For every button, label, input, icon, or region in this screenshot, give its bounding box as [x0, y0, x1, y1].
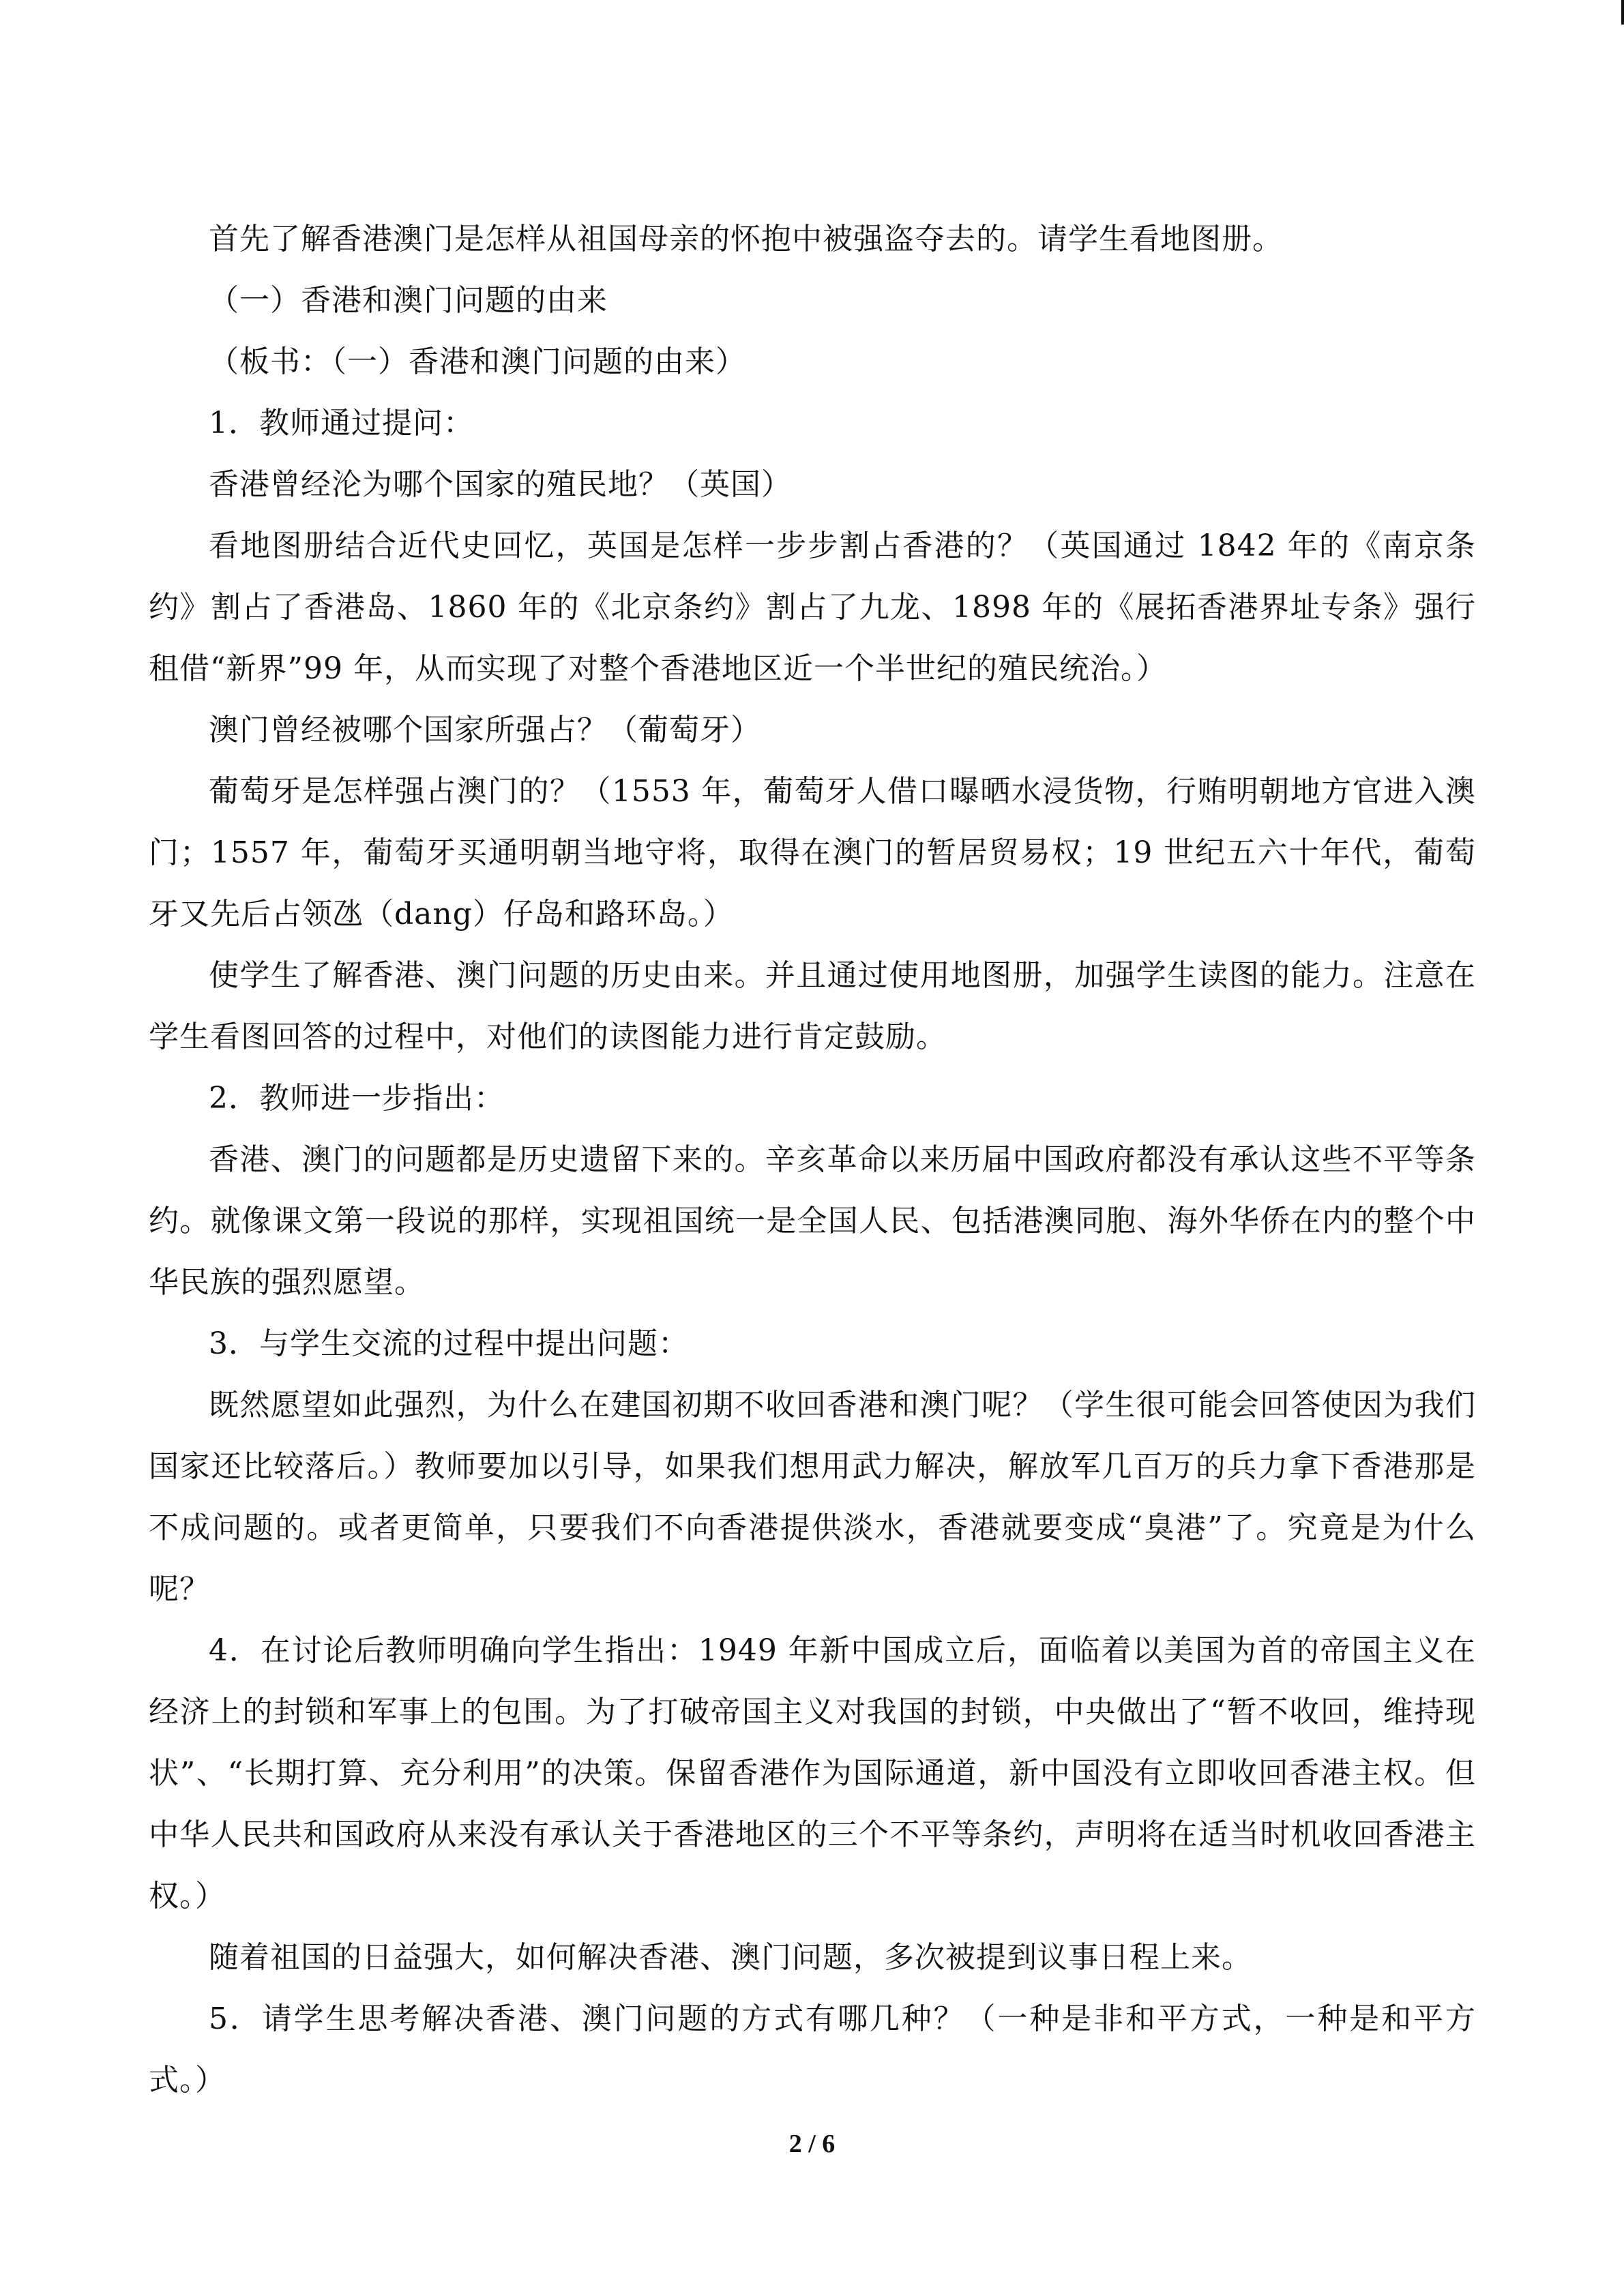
page-corner-rule: [1621, 0, 1624, 25]
step-1-heading: 1．教师通过提问：: [209, 406, 474, 441]
blackboard-note: （板书：（一）香港和澳门问题的由来）: [209, 344, 746, 379]
answer-macau-history: 葡萄牙是怎样强占澳门的？（1553 年，葡萄牙人借口曝晒水浸货物，行贿明朝地方官进入澳门；1557 年，葡萄牙买通明朝当地守将，取得在澳门的暂居贸易权；19 世纪五六十年代，葡萄牙又先后占领氹（dang）仔岛和路环岛。）: [149, 774, 1476, 931]
question-hongkong: 香港曾经沦为哪个国家的殖民地？（英国）: [209, 467, 792, 502]
section-heading: （一）香港和澳门问题的由来: [209, 283, 608, 318]
step-3-heading: 3．与学生交流的过程中提出问题：: [209, 1326, 689, 1361]
step-5-paragraph: 5．请学生思考解决香港、澳门问题的方式有哪几种？（一种是非和平方式，一种是和平方式。）: [149, 2001, 1476, 2098]
paragraph-historical-legacy: 香港、澳门的问题都是历史遗留下来的。辛亥革命以来历届中国政府都没有承认这些不平等条约。就像课文第一段说的那样，实现祖国统一是全国人民、包括港澳同胞、海外华侨在内的整个中华民族的强烈愿望。: [149, 1142, 1476, 1300]
paragraph-map-skills: 使学生了解香港、澳门问题的历史由来。并且通过使用地图册，加强学生读图的能力。注意在学生看图回答的过程中，对他们的读图能力进行肯定鼓励。: [149, 958, 1476, 1054]
answer-hongkong-history: 看地图册结合近代史回忆，英国是怎样一步步割占香港的？（英国通过 1842 年的《南京条约》割占了香港岛、1860 年的《北京条约》割占了九龙、1898 年的《展拓香港界址专条》强行租借“新界”99 年，从而实现了对整个香港地区近一个半世纪的殖民统治。）: [149, 528, 1476, 686]
paragraph-intro: 首先了解香港澳门是怎样从祖国母亲的怀抱中被强盗夺去的。请学生看地图册。: [209, 222, 1283, 256]
page-number: 2 / 6: [788, 2130, 836, 2158]
step-2-heading: 2．教师进一步指出：: [209, 1081, 505, 1116]
question-macau: 澳门曾经被哪个国家所强占？（葡萄牙）: [209, 713, 761, 747]
step-4-paragraph: 4．在讨论后教师明确向学生指出：1949 年新中国成立后，面临着以美国为首的帝国主义在经济上的封锁和军事上的包围。为了打破帝国主义对我国的封锁，中央做出了“暂不收回，维持现状”、“长期打算、充分利用”的决策。保留香港作为国际通道，新中国没有立即收回香港主权。但中华人民共和国政府从来没有承认关于香港地区的三个不平等条约，声明将在适当时机收回香港主权。）: [149, 1633, 1476, 1913]
paragraph-discussion-question: 既然愿望如此强烈，为什么在建国初期不收回香港和澳门呢？（学生很可能会回答使因为我们国家还比较落后。）教师要加以引导，如果我们想用武力解决，解放军几百万的兵力拿下香港那是不成问题的。或者更简单，只要我们不向香港提供淡水，香港就要变成“臭港”了。究竟是为什么呢？: [149, 1388, 1476, 1607]
paragraph-agenda: 随着祖国的日益强大，如何解决香港、澳门问题，多次被提到议事日程上来。: [209, 1940, 1252, 1975]
body-text: [149, 209, 1476, 2111]
